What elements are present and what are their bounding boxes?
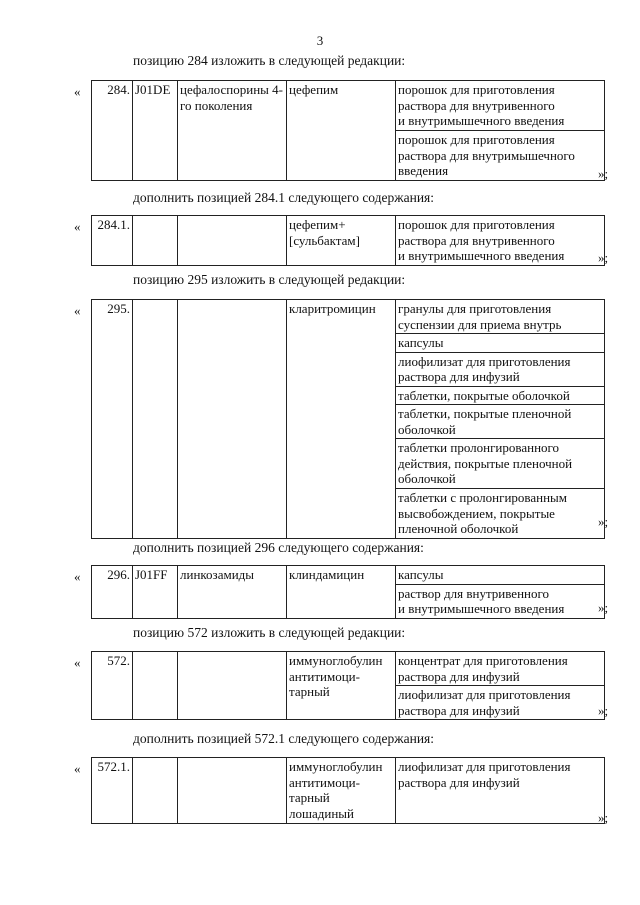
position-number: 572.1. xyxy=(92,758,133,824)
section-heading: позицию 572 изложить в следующей редакции: xyxy=(133,625,406,640)
table-row xyxy=(92,300,605,334)
table-row xyxy=(92,216,605,266)
drug-name: иммуноглобулин антитимоци- тарный xyxy=(287,652,396,720)
opening-quote: « xyxy=(74,303,81,318)
drug-name: клиндамицин xyxy=(287,566,396,619)
opening-quote: « xyxy=(74,219,81,234)
dosage-form: порошок для приготовления раствора для внутримышечного введения xyxy=(396,131,605,181)
atc-code xyxy=(133,216,178,266)
position-number: 296. xyxy=(92,566,133,619)
atc-code xyxy=(133,758,178,824)
opening-quote: « xyxy=(74,761,81,776)
dosage-form: капсулы xyxy=(396,334,605,353)
closing-quote: »; xyxy=(598,810,609,825)
dosage-form: таблетки с пролонгированным высвобождением, покрытые пленочной оболочкой xyxy=(396,489,605,539)
dosage-form: лиофилизат для приготовления раствора для инфузий xyxy=(396,352,605,386)
drug-entry-table xyxy=(91,651,605,720)
drug-entry-table xyxy=(91,215,605,266)
anatomical-group xyxy=(178,652,287,720)
dosage-form: концентрат для приготовления раствора для инфузий xyxy=(396,652,605,686)
drug-entry-table xyxy=(91,299,605,539)
anatomical-group xyxy=(178,758,287,824)
position-number: 572. xyxy=(92,652,133,720)
atc-code: J01DE xyxy=(133,81,178,181)
opening-quote: « xyxy=(74,569,81,584)
drug-name: кларитромицин xyxy=(287,300,396,539)
drug-entry-table xyxy=(91,757,605,824)
dosage-form: порошок для приготовления раствора для внутривенного и внутримышечного введения xyxy=(396,216,605,266)
section-heading: дополнить позицией 572.1 следующего содержания: xyxy=(133,731,435,746)
anatomical-group xyxy=(178,300,287,539)
position-number: 295. xyxy=(92,300,133,539)
drug-name: иммуноглобулин антитимоци- тарный лошадиный xyxy=(287,758,396,824)
page-number: 3 xyxy=(316,33,324,48)
dosage-form: раствор для внутривенного и внутримышечного введения xyxy=(396,584,605,618)
drug-entry-table xyxy=(91,565,605,619)
table-row xyxy=(92,758,605,824)
drug-name: цефепим+ [сульбактам] xyxy=(287,216,396,266)
table-row xyxy=(92,81,605,131)
anatomical-group: линкозамиды xyxy=(178,566,287,619)
opening-quote: « xyxy=(74,655,81,670)
dosage-form: таблетки, покрытые оболочкой xyxy=(396,386,605,405)
atc-code xyxy=(133,300,178,539)
dosage-form: таблетки, покрытые пленочной оболочкой xyxy=(396,405,605,439)
section-heading: дополнить позицией 296 следующего содержания: xyxy=(133,540,424,555)
atc-code: J01FF xyxy=(133,566,178,619)
table-row xyxy=(92,566,605,585)
drug-name: цефепим xyxy=(287,81,396,181)
section-heading: позицию 284 изложить в следующей редакции: xyxy=(133,53,406,68)
opening-quote: « xyxy=(74,84,81,99)
closing-quote: »; xyxy=(598,250,609,265)
dosage-form: лиофилизат для приготовления раствора для инфузий xyxy=(396,686,605,720)
table-row xyxy=(92,652,605,686)
section-heading: позицию 295 изложить в следующей редакции: xyxy=(133,272,406,287)
dosage-form: лиофилизат для приготовления раствора для инфузий xyxy=(396,758,605,824)
position-number: 284. xyxy=(92,81,133,181)
dosage-form: порошок для приготовления раствора для внутривенного и внутримышечного введения xyxy=(396,81,605,131)
position-number: 284.1. xyxy=(92,216,133,266)
anatomical-group xyxy=(178,216,287,266)
anatomical-group: цефалоспорины 4-го поколения xyxy=(178,81,287,181)
drug-entry-table xyxy=(91,80,605,181)
closing-quote: »; xyxy=(598,703,609,718)
atc-code xyxy=(133,652,178,720)
dosage-form: капсулы xyxy=(396,566,605,585)
dosage-form: таблетки пролонгированного действия, покрытые пленочной оболочкой xyxy=(396,439,605,489)
closing-quote: »; xyxy=(598,166,609,181)
dosage-form: гранулы для приготовления суспензии для приема внутрь xyxy=(396,300,605,334)
closing-quote: »; xyxy=(598,600,609,615)
closing-quote: »; xyxy=(598,514,609,529)
section-heading: дополнить позицией 284.1 следующего содержания: xyxy=(133,190,435,205)
